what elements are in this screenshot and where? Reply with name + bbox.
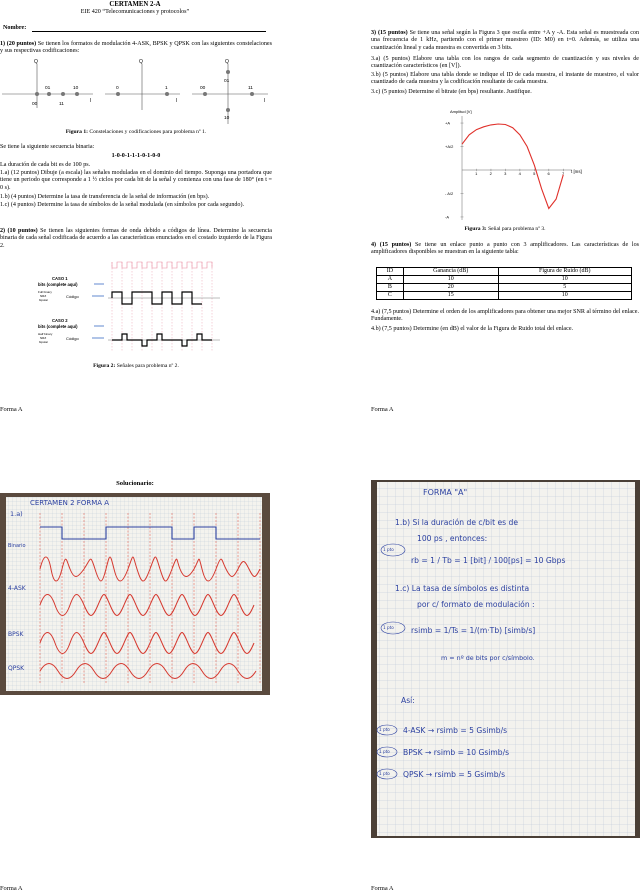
constellation-figure [0, 58, 272, 128]
chart-ytick-label: -A [445, 214, 449, 220]
line-code-figure [30, 260, 245, 355]
chart-ytick-label: +A/2 [445, 144, 454, 150]
case-2-code-1: Half binary [38, 332, 53, 336]
amplifier-table [376, 267, 632, 300]
question-4b: 4.b) (7,5 puntos) Determine (en dB) el valor de la Figura de Ruido total del enlace. [371, 326, 574, 332]
photo-2-pts-3: 1 pto [379, 727, 390, 732]
photo-2-eq-2: rsimb = 1/Ts = 1/(m·Tb) [simb/s] [411, 626, 536, 635]
ask-label-01: 01 [45, 86, 51, 91]
qpsk-i-label: I [264, 98, 266, 104]
question-4a: 4.a) (7,5 puntos) Determine el orden de los amplificadores para obtener una mejor SNR al término del enlace. Fundamente. [371, 309, 639, 323]
bpsk-i-label: I [176, 98, 178, 104]
name-label: Nombre: [3, 25, 27, 31]
table-cell: 15 [403, 292, 498, 300]
ask-q-label: Q [34, 59, 38, 65]
table-cell: A [377, 276, 404, 284]
question-3a: 3.a) (5 puntos) Elabore una tabla con los rangos de cada segmento de cuantización y sus niveles de cuantización característicos (en [V]). [371, 56, 639, 70]
photo-2-line-4: por c/ formato de modulación : [417, 600, 535, 609]
ask-i-label: I [90, 98, 92, 104]
case-1-title: CASO 1 [52, 276, 68, 281]
table-header: Ganancia (dB) [403, 268, 498, 276]
photo-2-line-3: 1.c) La tasa de símbolos es distinta [395, 584, 530, 593]
course-title: EIE 420 “Telecomunicaciones y protocolos” [80, 9, 190, 15]
signal-chart [440, 106, 600, 222]
figure-1-caption: Figura 1: Constelaciones y codificaciones para problema nº 1. [65, 129, 207, 135]
photo-2-pts-4: 1 pto [379, 749, 390, 754]
chart-ylabel: Amplitud [V] [450, 109, 472, 114]
photo-1-row-4ask: 4-ASK [8, 585, 26, 592]
photo-2-result-4ask: 4-ASK → rsimb = 5 Gsimb/s [403, 726, 508, 735]
solution-photo-1 [0, 493, 270, 695]
photo-1-label-1a: 1.a) [10, 510, 23, 518]
case-1-code-1: Full binary [38, 290, 52, 294]
qpsk-label-01: 01 [224, 79, 230, 84]
ask-label-10: 10 [73, 86, 79, 91]
bit-duration: La duración de cada bit es de 100 ps. [0, 162, 91, 168]
chart-ytick-label: - A/2 [445, 190, 454, 196]
question-3c: 3.c) (5 puntos) Determine el bitrate (en bps) resultante. Justifique. [371, 89, 532, 95]
case-1-code-3: bipolar [39, 298, 49, 302]
bpsk-q-label: Q [139, 59, 143, 65]
chart-xtick-label: 5 [533, 171, 536, 176]
problem-3-intro: 3) (15 puntos) Se tiene una señal según la Figura 3 que oscila entre +A y -A. Esta señal es muestreada con una frecuencia de 1 kHz, partiendo con el primer muestreo (ID: M0) en t=0. Además, se utiliza una cuantización lineal y cada muestra es convertida en 3 bits. [371, 30, 639, 51]
case-2-code-3: bipolar [39, 340, 49, 344]
binary-sequence: 1-0-0-1-1-1-0-1-0-0 [111, 153, 161, 159]
ask-label-11: 11 [59, 102, 64, 107]
chart-xlabel: t [ms] [571, 169, 582, 174]
photo-1-row-binario: Binario [8, 543, 26, 549]
figure-3-caption: Figura 3: Señal para problema nº 3. [464, 226, 546, 232]
chart-series-line [462, 124, 563, 209]
table-cell: B [377, 284, 404, 292]
case-2-sub: bits (complete aquí) [38, 324, 78, 329]
chart-ytick-label: +A [445, 120, 451, 126]
case-1-code-2: NRZ [40, 294, 47, 298]
table-cell: C [377, 292, 404, 300]
question-1b: 1.b) (4 puntos) Determine la tasa de transferencia de la señal de información (en bps). [0, 194, 210, 200]
chart-xtick-label: 7 [562, 171, 565, 176]
photo-1-header: CERTAMEN 2 FORMA A [30, 499, 110, 507]
photo-2-pts-2: 1 pto [383, 625, 394, 630]
table-header: ID [377, 268, 404, 276]
case-1-sub: bits (complete aquí) [38, 282, 78, 287]
table-cell: 20 [403, 284, 498, 292]
chart-xtick-label: 3 [504, 171, 507, 176]
table-row [377, 292, 632, 300]
case-2-code-2: NRZ [40, 336, 47, 340]
photo-2-result-qpsk: QPSK → rsimb = 5 Gsimb/s [403, 770, 506, 779]
problem-1-intro: 1) (20 puntos) Se tienen los formatos de modulación 4-ASK, BPSK y QPSK con las siguientes constelaciones y sus respectivas codificaciones: [0, 41, 272, 55]
qpsk-label-11: 11 [248, 86, 253, 91]
photo-1-row-qpsk: QPSK [8, 665, 25, 672]
photo-2-line-1: 1.b) Si la duración de c/bit es de [395, 518, 519, 527]
table-cell: 5 [498, 284, 631, 292]
qpsk-label-10: 10 [224, 116, 230, 121]
chart-xtick-label: 6 [547, 171, 550, 176]
page-4-footer: Forma A [371, 885, 394, 892]
photo-2-line-5: m = nº de bits por c/símbolo. [441, 654, 535, 662]
question-1a: 1.a) (12 puntos) Dibuje (a escala) las señales moduladas en el dominio del tiempo. Suponga una portadora que tiene un periodo que corresponde a 1 ½ ciclos por cada bit de la señal y comienza con una fase de 180° (en t = 0 s). [0, 170, 272, 191]
table-row [377, 276, 632, 284]
bpsk-label-1: 1 [165, 86, 168, 91]
table-cell: 10 [498, 276, 631, 284]
table-header-row [377, 268, 632, 276]
figure-2-caption: Figura 2: Señales para problema nº 2. [93, 363, 179, 369]
bpsk-label-0: 0 [116, 86, 119, 91]
photo-2-pts-5: 1 pto [379, 771, 390, 776]
page-3-footer: Forma A [0, 885, 23, 892]
qpsk-constellation [192, 59, 268, 124]
case-2-code-label: Código [66, 336, 79, 341]
ask-label-00: 00 [32, 102, 38, 107]
photo-2-eq-1: rb = 1 / Tb = 1 [bit] / 100[ps] = 10 Gbps [411, 556, 566, 565]
table-header: Figura de Ruido (dB) [498, 268, 631, 276]
exam-title: CERTAMEN 2-A [109, 1, 161, 8]
photo-2-pts-1: 1 pto [383, 547, 394, 552]
page-2-footer: Forma A [371, 406, 394, 413]
chart-xtick-label: 1 [475, 171, 478, 176]
photo-2-result-bpsk: BPSK → rsimb = 10 Gsimb/s [403, 748, 510, 757]
question-1c: 1.c) (4 puntos) Determine la tasa de símbolos de la señal modulada (en símbolos por cada segundo). [0, 202, 245, 208]
photo-1-row-bpsk: BPSK [8, 631, 24, 638]
solucionario-title: Solucionario: [116, 480, 154, 487]
problem-4-intro: 4) (15 puntos) Se tiene un enlace punto a punto con 3 amplificadores. Las características de los amplificadores disponibles se muestran en la siguiente tabla: [371, 242, 640, 256]
table-cell: 10 [403, 276, 498, 284]
qpsk-q-label: Q [225, 59, 229, 65]
photo-2-line-6: Así: [401, 696, 415, 705]
ask-constellation [2, 59, 93, 108]
question-3b: 3.b) (5 puntos) Elabore una tabla donde se indique el ID de cada muestra, el instante de muestreo, el valor cuantizado de cada muestra y la codificación resultante de cada muestra. [371, 72, 639, 86]
sequence-label: Se tiene la siguiente secuencia binaria: [0, 144, 95, 150]
name-line[interactable] [32, 31, 266, 32]
page-1-footer: Forma A [0, 406, 23, 413]
chart-xtick-label: 4 [518, 171, 521, 176]
photo-2-line-2: 100 ps , entonces: [417, 534, 488, 543]
chart-xtick-label: 2 [489, 171, 492, 176]
case-1-code-label: Código [66, 294, 79, 299]
qpsk-label-00: 00 [200, 86, 206, 91]
photo-2-header: FORMA "A" [423, 488, 468, 497]
table-row [377, 284, 632, 292]
problem-2-intro: 2) (10 puntos) Se tienen las siguientes formas de onda debido a códigos de línea. Determine la secuencia binaria de cada señal codificada de acuerdo a las características enunciados en el costado izquierdo de la Figura 2. [0, 228, 273, 249]
solution-photo-2 [371, 480, 640, 838]
table-cell: 10 [498, 292, 631, 300]
case-2-title: CASO 2 [52, 318, 68, 323]
bpsk-constellation [105, 59, 180, 110]
